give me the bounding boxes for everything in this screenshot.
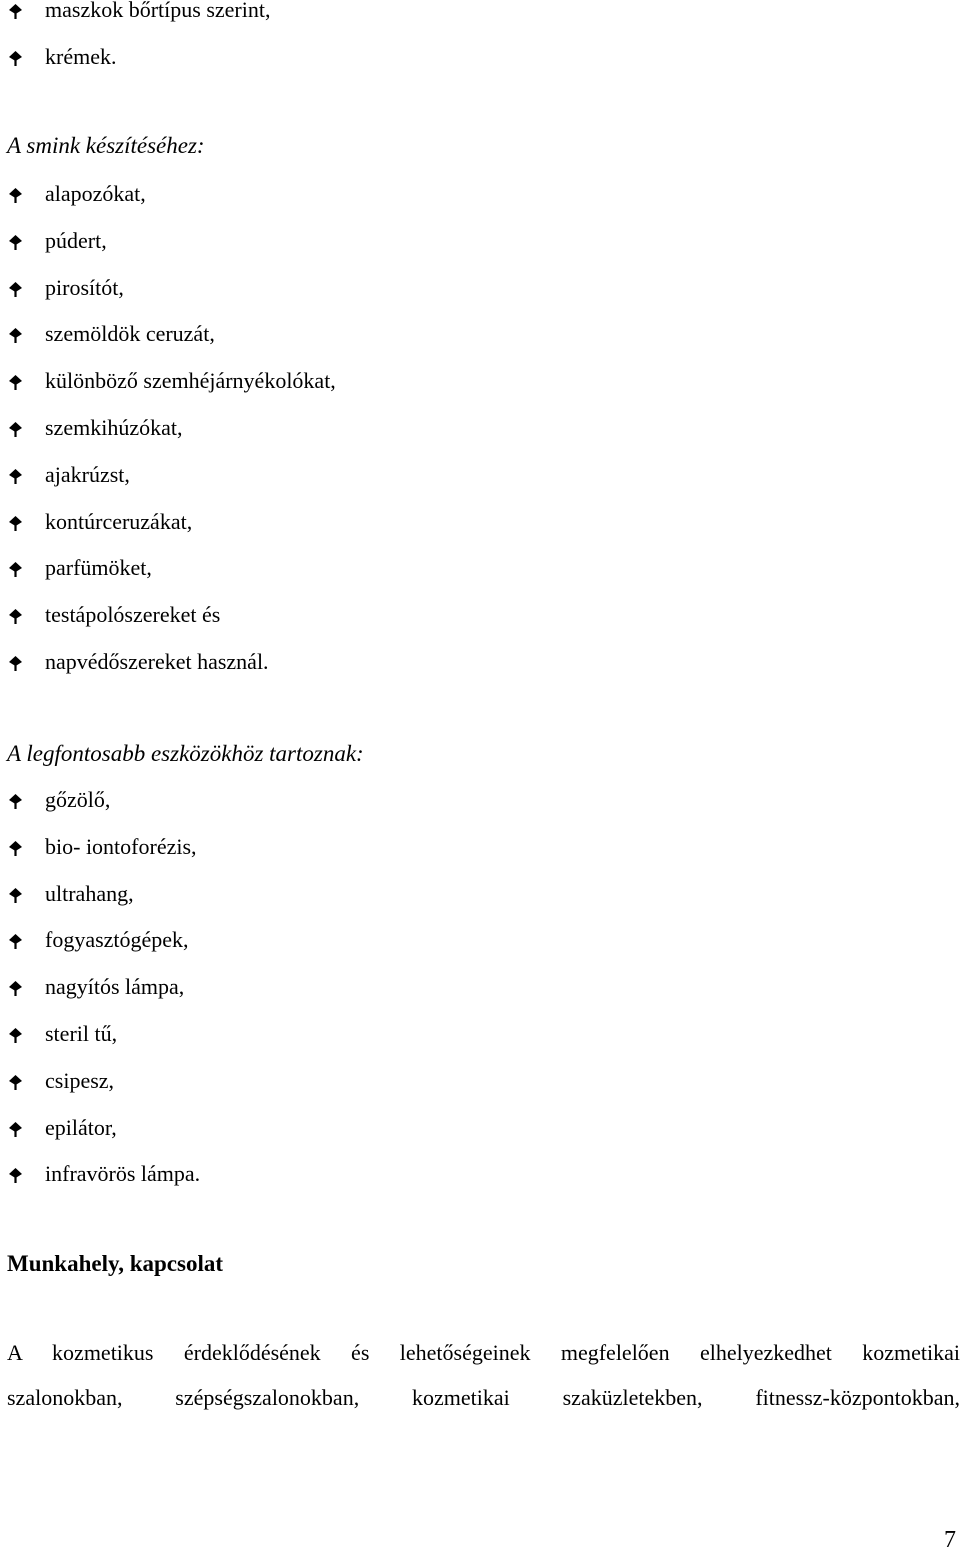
list-item-text: infravörös lámpa. bbox=[45, 1161, 201, 1187]
makeup-heading: A smink készítéséhez: bbox=[7, 133, 205, 158]
list-item-text: nagyítós lámpa, bbox=[45, 974, 185, 1000]
diamond-bullet-icon bbox=[9, 794, 22, 809]
list-item-text: fogyasztógépek, bbox=[45, 927, 189, 953]
list-item-text: bio- iontoforézis, bbox=[45, 833, 197, 859]
diamond-bullet-icon bbox=[9, 51, 22, 66]
paragraph-line: A kozmetikus érdeklődésének és lehetőségeinek megfelelően elhelyezkedhet kozmetikai bbox=[7, 1340, 960, 1365]
diamond-bullet-icon bbox=[9, 422, 22, 437]
list-item-text: steril tű, bbox=[45, 1020, 118, 1046]
diamond-bullet-icon bbox=[9, 1168, 22, 1183]
list-item-text: alapozókat, bbox=[45, 181, 146, 206]
diamond-bullet-icon bbox=[9, 516, 22, 531]
page-number: 7 bbox=[944, 1527, 956, 1553]
diamond-bullet-icon bbox=[9, 656, 22, 671]
list-item-text: parfümöket, bbox=[45, 555, 152, 581]
list-item-text: különböző szemhéjárnyékolókat, bbox=[45, 368, 336, 394]
list-item-text: krémek. bbox=[45, 43, 117, 69]
diamond-bullet-icon bbox=[9, 188, 22, 203]
diamond-bullet-icon bbox=[9, 609, 22, 624]
diamond-bullet-icon bbox=[9, 1122, 22, 1137]
list-item-text: szemkihúzókat, bbox=[45, 414, 183, 440]
list-item-text: testápolószereket és bbox=[45, 602, 221, 628]
diamond-bullet-icon bbox=[9, 469, 22, 484]
workplace-heading: Munkahely, kapcsolat bbox=[7, 1251, 223, 1276]
diamond-bullet-icon bbox=[9, 841, 22, 856]
diamond-bullet-icon bbox=[9, 1028, 22, 1043]
diamond-bullet-icon bbox=[9, 981, 22, 996]
diamond-bullet-icon bbox=[9, 888, 22, 903]
list-item-text: epilátor, bbox=[45, 1114, 117, 1140]
tools-heading: A legfontosabb eszközökhöz tartoznak: bbox=[7, 741, 364, 766]
diamond-bullet-icon bbox=[9, 328, 22, 343]
list-item-text: púdert, bbox=[45, 227, 107, 253]
diamond-bullet-icon bbox=[9, 375, 22, 390]
list-item-text: ultrahang, bbox=[45, 880, 134, 906]
diamond-bullet-icon bbox=[9, 235, 22, 250]
diamond-bullet-icon bbox=[9, 4, 22, 19]
list-item-text: szemöldök ceruzát, bbox=[45, 321, 215, 347]
diamond-bullet-icon bbox=[9, 562, 22, 577]
list-item-text: pirosítót, bbox=[45, 274, 124, 300]
diamond-bullet-icon bbox=[9, 282, 22, 297]
list-item-text: maszkok bőrtípus szerint, bbox=[45, 0, 271, 22]
list-item-text: kontúrceruzákat, bbox=[45, 508, 193, 534]
list-item-text: napvédőszereket használ. bbox=[45, 648, 269, 674]
paragraph-line: szalonokban, szépségszalonokban, kozmetikai szaküzletekben, fitnessz-központokban, bbox=[7, 1385, 960, 1410]
list-item-text: csipesz, bbox=[45, 1067, 115, 1093]
list-item-text: ajakrúzst, bbox=[45, 461, 130, 487]
diamond-bullet-icon bbox=[9, 934, 22, 949]
diamond-bullet-icon bbox=[9, 1075, 22, 1090]
list-item-text: gőzölő, bbox=[45, 787, 111, 812]
